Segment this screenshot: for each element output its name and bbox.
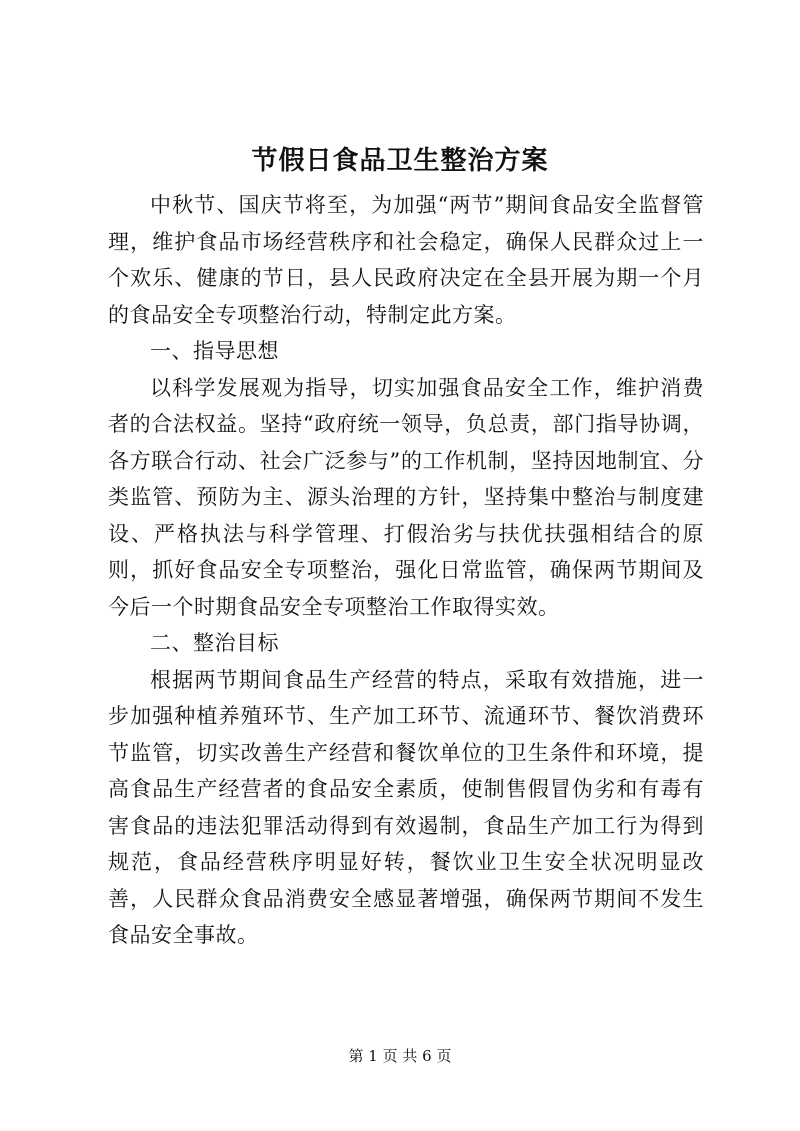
intro-paragraph: 中秋节、国庆节将至，为加强“两节”期间食品安全监督管理，维护食品市场经营秩序和社会稳定，确保人民群众过上一个欢乐、健康的节日，县人民政府决定在全县开展为期一个月的食品安全专项整治行动，特制定此方案。 bbox=[108, 193, 704, 327]
document-body bbox=[108, 187, 704, 954]
section-heading-rectification-goals: 二、整治目标 bbox=[150, 631, 279, 655]
section-heading-guiding-ideology: 一、指导思想 bbox=[150, 339, 279, 363]
document-title: 节假日食品卫生整治方案 bbox=[251, 146, 549, 176]
section-paragraph-guiding-ideology: 以科学发展观为指导，切实加强食品安全工作，维护消费者的合法权益。坚持“政府统一领导，负总责，部门指导协调，各方联合行动、社会广泛参与”的工作机制，坚持因地制宜、分类监管、预防为主、源头治理的方针，坚持集中整治与制度建设、严格执法与科学管理、打假治劣与扶优扶强相结合的原则，抓好食品安全专项整治，强化日常监管，确保两节期间及今后一个时期食品安全专项整治工作取得实效。 bbox=[108, 375, 704, 619]
section-paragraph-rectification-goals: 根据两节期间食品生产经营的特点，采取有效措施，进一步加强种植养殖环节、生产加工环节、流通环节、餐饮消费环节监管，切实改善生产经营和餐饮单位的卫生条件和环境，提高食品生产经营者的食品安全素质，使制售假冒伪劣和有毒有害食品的违法犯罪活动得到有效遏制，食品生产加工行为得到规范，食品经营秩序明显好转，餐饮业卫生安全状况明显改善，人民群众食品消费安全感显著增强，确保两节期间不发生食品安全事故。 bbox=[108, 667, 704, 947]
page-footer: 第 1 页 共 6 页 bbox=[348, 1047, 452, 1065]
